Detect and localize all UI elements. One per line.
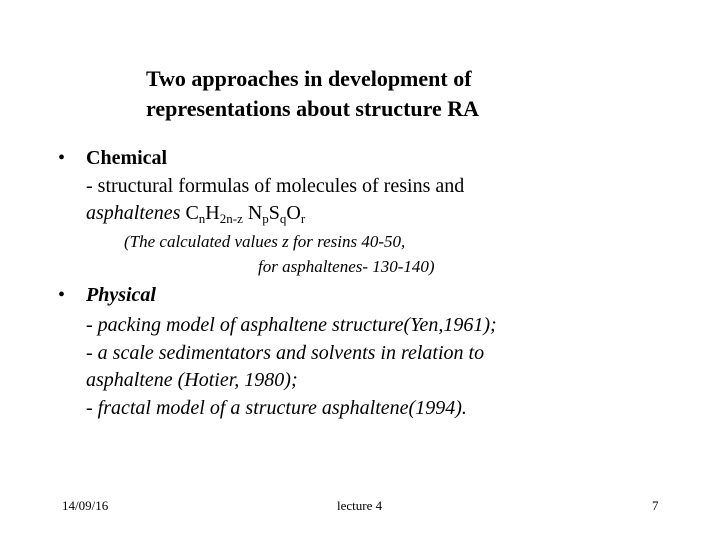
physical-line-4: - fractal model of a structure asphaltene(1994). (86, 397, 467, 419)
chemical-heading: Chemical (86, 147, 168, 169)
formula-s: S (268, 202, 280, 224)
physical-line-2: - a scale sedimentators and solvents in relation to (86, 342, 485, 364)
formula-o: O (286, 202, 301, 224)
physical-bullet (58, 283, 156, 307)
formula-p-sub: p (262, 211, 269, 226)
chemical-bullet (58, 146, 167, 170)
formula-c: C (185, 202, 199, 224)
chemical-line-1: - structural formulas of molecules of resins and (86, 175, 465, 197)
chemical-line-2 (86, 201, 305, 225)
formula-h: H (205, 202, 220, 224)
slide-title (146, 64, 566, 124)
title-line-2: representations about structure RA (146, 96, 480, 121)
formula-n-sub: n (198, 211, 206, 226)
bullet-icon: • (58, 284, 66, 306)
chemical-note-line-1: (The calculated values z for resins 40-50, (124, 232, 406, 251)
formula-n: N (247, 202, 263, 224)
physical-line-3: asphaltene (Hotier, 1980); (86, 369, 298, 391)
formula-r-sub: r (300, 211, 306, 226)
physical-line-1: - packing model of asphaltene structure(Yen,1961); (86, 314, 497, 336)
footer-page-number: 7 (652, 498, 659, 513)
physical-heading: Physical (86, 284, 156, 306)
formula-q-sub: q (279, 211, 287, 226)
formula-h-sub: 2n-z (219, 211, 243, 226)
chemical-note-line-2: for asphaltenes- 130-140) (258, 257, 435, 276)
bullet-icon: • (58, 147, 66, 169)
title-line-1: Two approaches in development of (146, 66, 472, 91)
footer-date: 14/09/16 (62, 498, 109, 513)
chemical-formula (185, 202, 305, 224)
chemical-line-2-prefix: asphaltenes (86, 202, 186, 224)
footer-title: lecture 4 (337, 498, 383, 513)
